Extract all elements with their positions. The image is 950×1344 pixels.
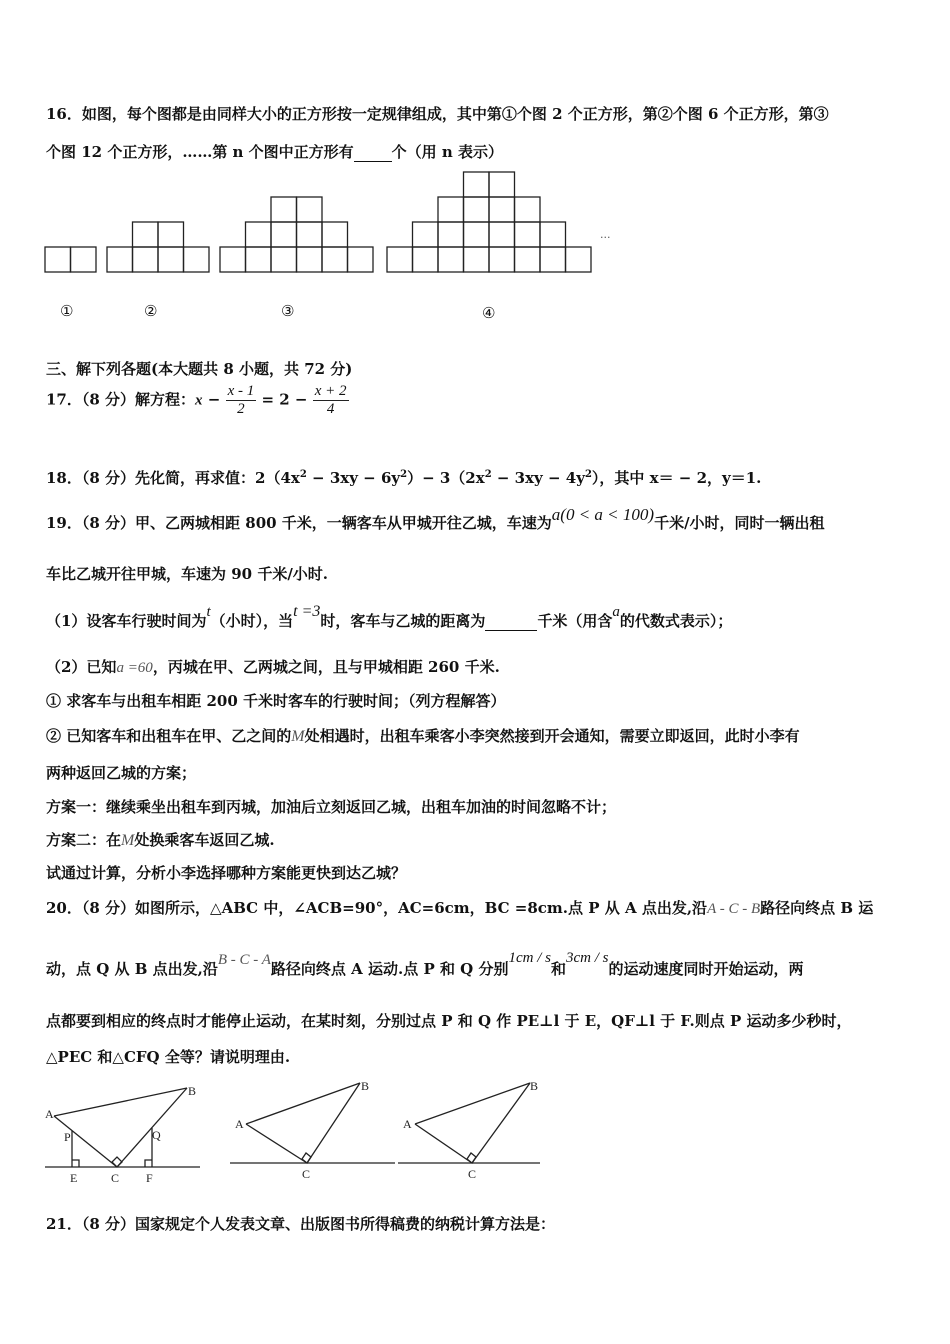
q19-p2-a: （2）已知: [46, 658, 117, 676]
q20-line2-b: 路径向终点 A 运动.点 P 和 Q 分别: [270, 960, 509, 978]
q19-speed-expr: a(0 < a < 100): [551, 505, 655, 524]
q16-line2-b: 个（用 n 表示）: [391, 143, 504, 161]
q17-frac2-den: 4: [326, 401, 335, 417]
q19-part1: [46, 603, 733, 631]
q18-sup-2: 2: [400, 469, 408, 480]
q19-p1-t: t: [206, 604, 211, 620]
q16-label-2: ②: [144, 302, 158, 320]
q19-p1-t3: t =3: [293, 603, 321, 620]
q20-fig3-label-b: B: [530, 1079, 539, 1093]
q16-label-4: ④: [482, 304, 496, 322]
q19-p1-b: （小时），当: [210, 612, 294, 630]
q20-fig1-label-p: P: [64, 1130, 71, 1144]
q19-plan2-a: 方案二：在: [46, 831, 122, 849]
q17-minus: −: [207, 390, 221, 409]
q16-answer-blank: [354, 143, 392, 162]
q16-line1: 16．如图，每个图都是由同样大小的正方形按一定规律组成，其中第①个图 2 个正方形，第②个图 6 个正方形，第③: [46, 105, 829, 123]
q18-part-c: ）− 3（2x: [407, 469, 485, 487]
q19-line1: [46, 505, 825, 533]
q20-fig1-label-c: C: [111, 1171, 120, 1185]
q17: [46, 383, 349, 418]
q18: [46, 467, 761, 488]
q19-p1-e: 的代数式表示）；: [619, 612, 733, 630]
q17-x: x: [195, 392, 203, 409]
q16-fig4: [387, 172, 591, 272]
q17-frac2-num: x + 2: [314, 383, 347, 399]
q19-p2-ii-b: 处相遇时，出租车乘客小李突然接到开会通知，需要立即返回，此时小李有: [304, 727, 800, 745]
q20-fig2-label-b: B: [361, 1079, 370, 1093]
q19-plan2: [46, 829, 275, 850]
q20-speed1: 1cm / s: [508, 950, 551, 966]
q16-line2-a: 个图 12 个正方形，……第 n 个图中正方形有: [46, 143, 354, 161]
q18-sup-4: 2: [584, 469, 592, 480]
q18-sup-3: 2: [484, 469, 492, 480]
q20-line1: [46, 897, 873, 918]
q19-m-1: M: [291, 728, 305, 745]
q20-fig1-label-f: F: [146, 1171, 153, 1185]
q20-fig2: [230, 1083, 395, 1163]
q20-fig1-label-e: E: [70, 1171, 78, 1185]
q18-sup-1: 2: [299, 469, 307, 480]
q19-ask: 试通过计算，分析小李选择哪种方案能更快到达乙城？: [46, 864, 407, 882]
q20-line2: [46, 950, 804, 979]
q16-fig1: [45, 247, 96, 272]
q20-line2-c: 和: [550, 960, 566, 978]
q19-p1-d: 千米（用含: [537, 612, 613, 630]
q18-part-d: − 3xy − 4y: [491, 469, 585, 487]
q16-ellipsis: ···: [600, 231, 611, 244]
q16-line2: [46, 141, 503, 162]
q20-fig1-label-q: Q: [152, 1128, 161, 1142]
q18-part-b: − 3xy − 6y: [306, 469, 401, 487]
q19-part2-i: ① 求客车与出租车相距 200 千米时客车的行驶时间；（列方程解答）: [46, 692, 506, 710]
q20-speed2: 3cm / s: [565, 950, 609, 966]
q19-p2-b: ，丙城在甲、乙两城之间，且与甲城相距 260 千米.: [152, 658, 500, 676]
q20-line4: △PEC 和△CFQ 全等？请说明理由.: [46, 1048, 291, 1066]
q17-equals: = 2 −: [261, 390, 308, 409]
q20-path1: A - C - B: [707, 901, 761, 917]
q19-answer-blank: [485, 612, 537, 631]
q16-fig2: [107, 222, 209, 272]
q19-line1-a: 19．（8 分）甲、乙两城相距 800 千米，一辆客车从甲城开往乙城，车速为: [46, 514, 552, 532]
q19-plan1: 方案一：继续乘坐出租车到丙城，加油后立刻返回乙城，出租车加油的时间忽略不计；: [46, 798, 617, 816]
q17-frac1-den: 2: [237, 401, 245, 417]
q20-fig3-label-c: C: [468, 1167, 477, 1181]
q20-fig1-label-a: A: [45, 1107, 54, 1121]
q19-part2-ii: [46, 725, 800, 746]
q16-label-1: ①: [60, 302, 74, 320]
q20-line2-a: 动，点 Q 从 B 点出发,沿: [46, 960, 218, 978]
q16-label-3: ③: [281, 302, 295, 320]
q19-p2-ii-a: ② 已知客车和出租车在甲、乙之间的: [46, 727, 292, 745]
q17-frac1-num: x - 1: [227, 383, 255, 399]
q18-part-e: ），其中 x＝ − 2，y＝1.: [591, 469, 762, 487]
q20-line3: 点都要到相应的终点时才能停止运动，在某时刻，分别过点 P 和 Q 作 PE⊥l 于 E，QF⊥l 于 F.则点 P 运动多少秒时，: [46, 1012, 852, 1030]
q20-fig1-label-b: B: [188, 1084, 197, 1098]
q17-prefix: 17．（8 分）解方程：: [46, 390, 196, 409]
q17-fraction-1: [226, 383, 257, 418]
q19-p2-expr: a =60: [116, 660, 153, 676]
q19-m-2: M: [121, 832, 135, 849]
section-3-heading: 三、解下列各题(本大题共 8 小题，共 72 分): [46, 360, 353, 378]
q18-part-a: 18．（8 分）先化简，再求值：2（4x: [46, 469, 300, 487]
q20-fig2-label-a: A: [235, 1117, 244, 1131]
q19-line1-b: 千米/小时，同时一辆出租: [654, 514, 825, 532]
q20-line1-b: 路径向终点 B 运: [760, 899, 874, 917]
q16-fig3: [220, 197, 373, 272]
q20-fig3-label-a: A: [403, 1117, 412, 1131]
q16-figure: [44, 168, 614, 278]
q20-path2: B - C - A: [217, 952, 271, 968]
q17-fraction-2: [313, 383, 349, 418]
q19-p1-a-var: a: [612, 604, 620, 620]
q19-p1-a: （1）设客车行驶时间为: [46, 612, 207, 630]
q19-part2: [46, 656, 500, 677]
q20-line2-d: 的运动速度同时开始运动，两: [608, 960, 804, 978]
q21: 21．（8 分）国家规定个人发表文章、出版图书所得稿费的纳税计算方法是：: [46, 1215, 556, 1233]
q19-p1-c: 时，客车与乙城的距离为: [320, 612, 486, 630]
q20-line1-a: 20．（8 分）如图所示，△ABC 中，∠ACB=90°，AC=6cm，BC =8cm.点 P 从 A 点出发,沿: [46, 899, 708, 917]
q19-part2-ii-c: 两种返回乙城的方案；: [46, 764, 197, 782]
q20-fig2-label-c: C: [302, 1167, 311, 1181]
q19-line2: 车比乙城开往甲城，车速为 90 千米/小时.: [46, 565, 329, 583]
q20-fig1: [45, 1088, 200, 1167]
q20-figures: [40, 1075, 560, 1190]
q20-fig3: [398, 1083, 540, 1163]
q19-plan2-b: 处换乘客车返回乙城.: [134, 831, 275, 849]
